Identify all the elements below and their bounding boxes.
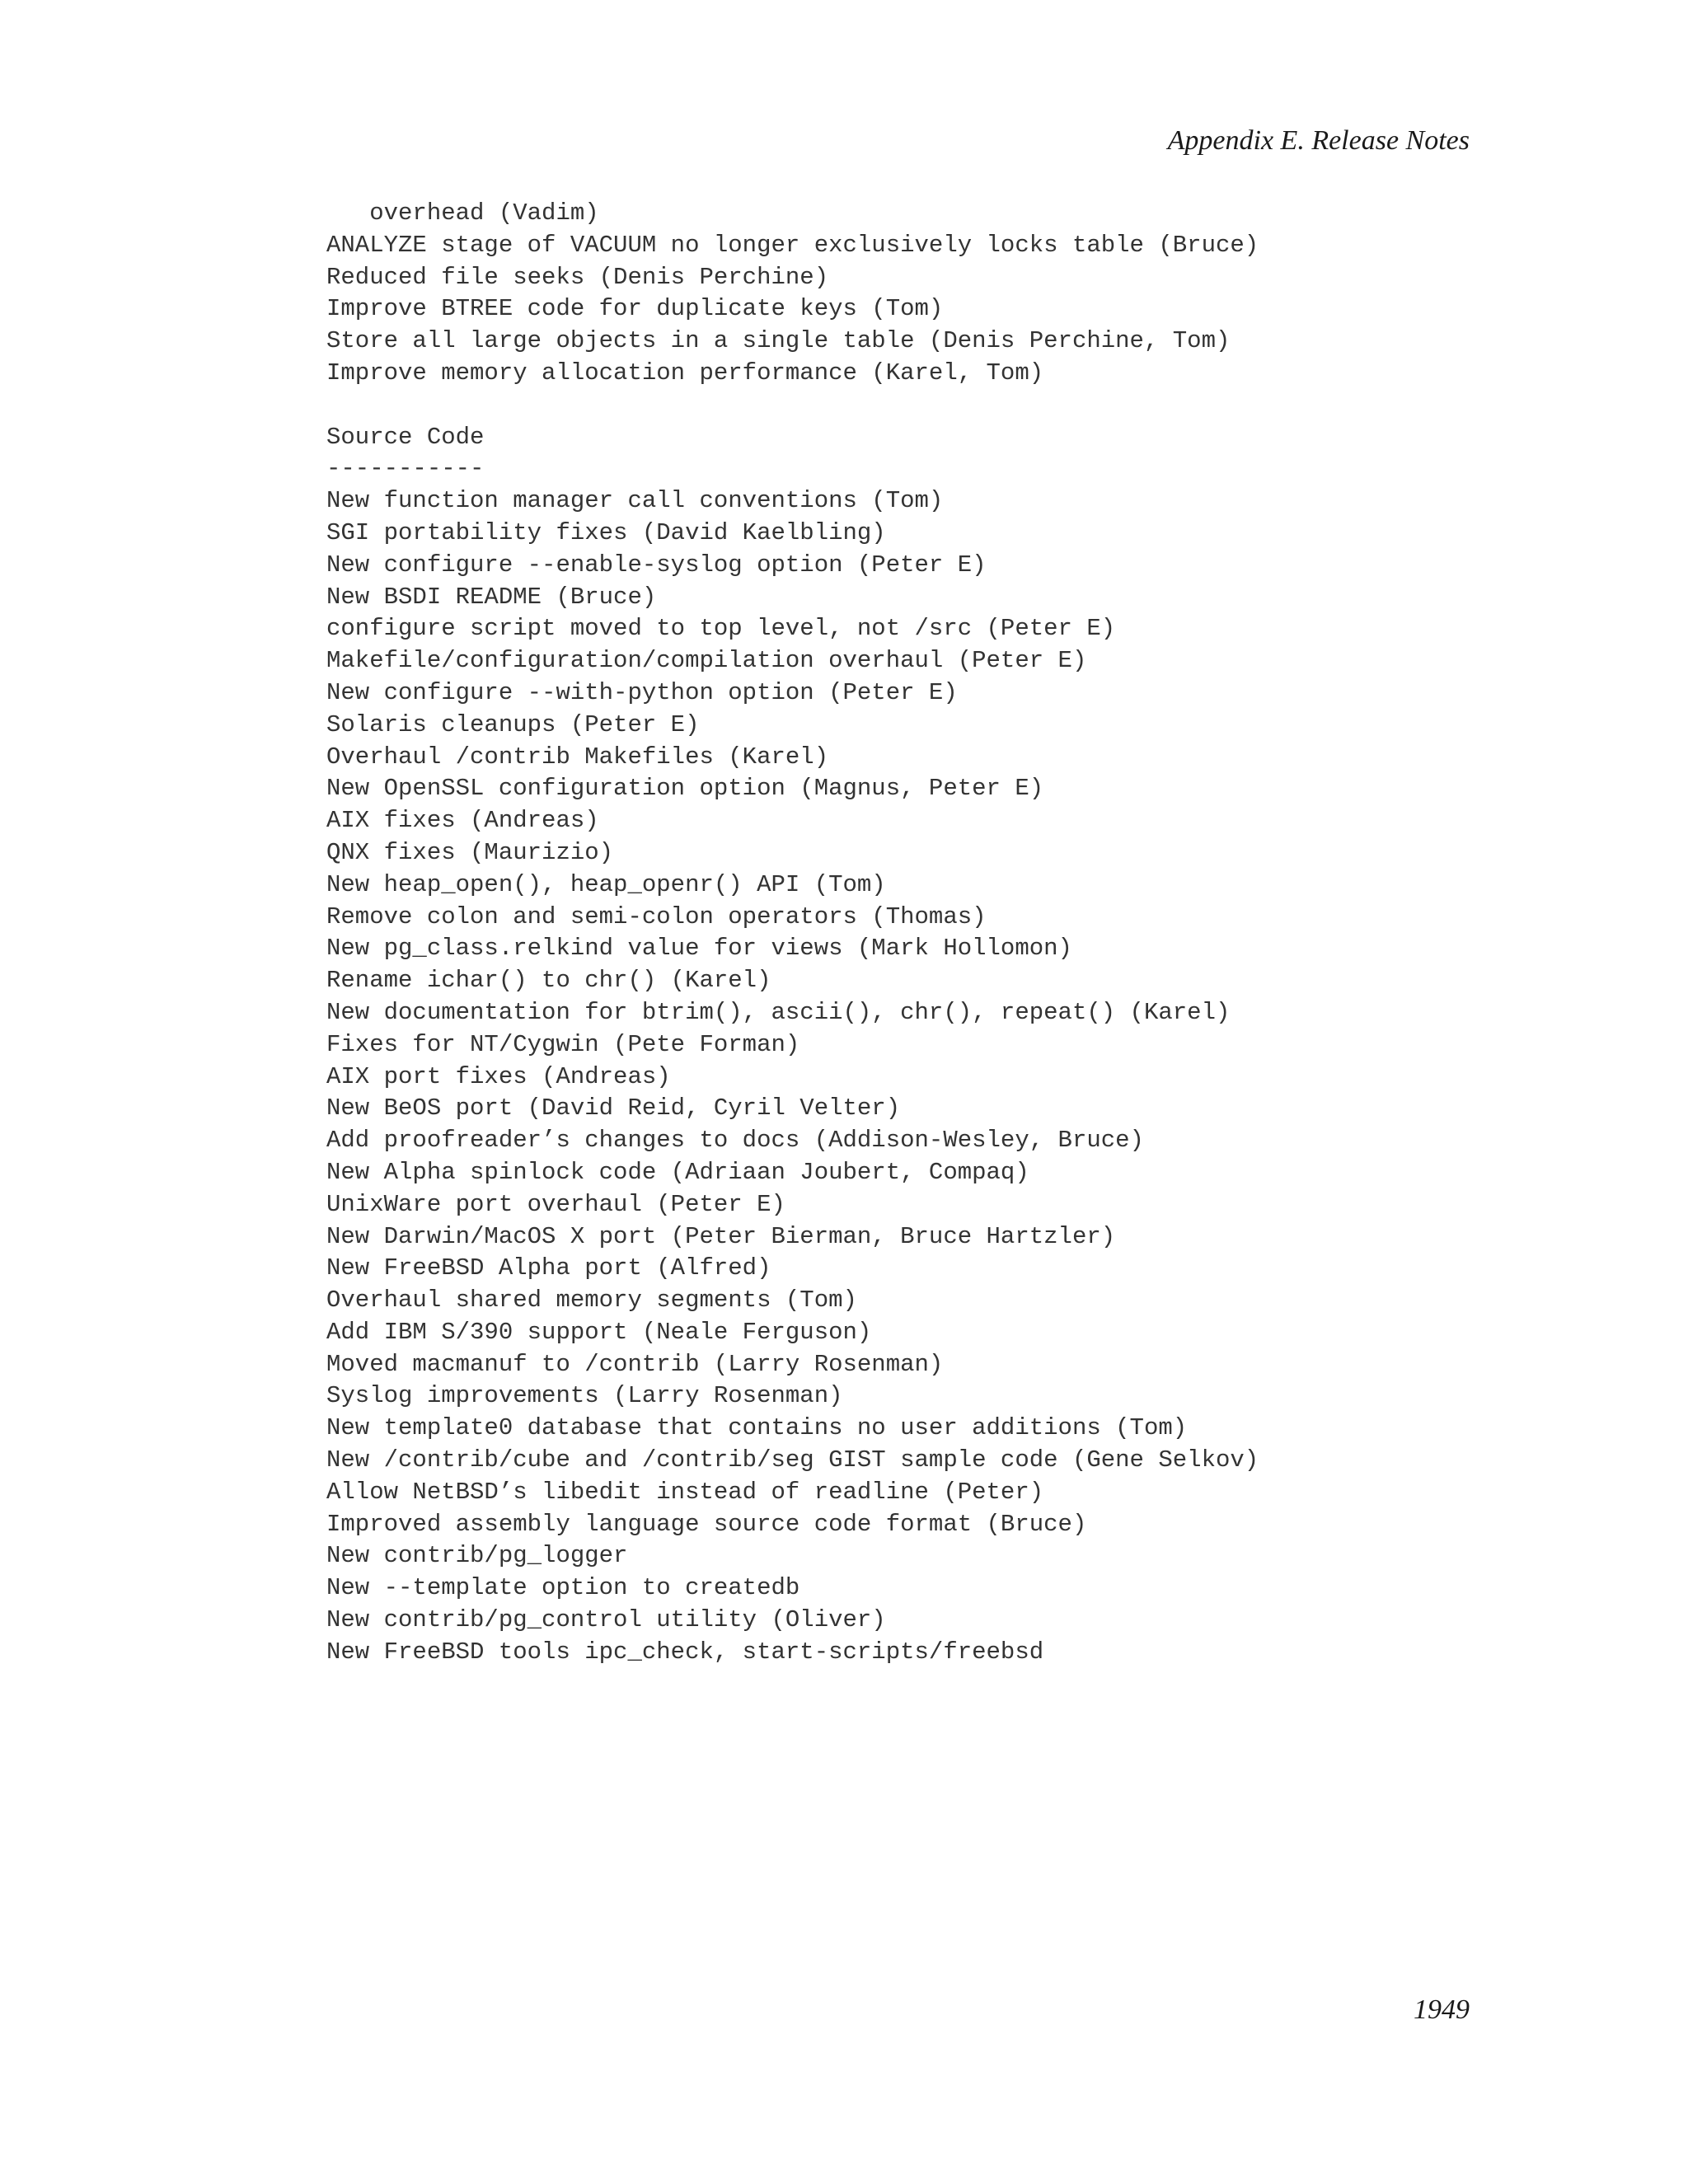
list-item: AIX fixes (Andreas)	[326, 807, 599, 835]
list-item: Solaris cleanups (Peter E)	[326, 710, 700, 738]
page-number: 1949	[1414, 1994, 1470, 2025]
note-line: Reduced file seeks (Denis Perchine)	[326, 263, 829, 291]
list-item: New --template option to createdb	[326, 1574, 800, 1602]
list-item: Overhaul shared memory segments (Tom)	[326, 1286, 857, 1315]
list-item: New Alpha spinlock code (Adriaan Joubert, Compaq)	[326, 1158, 1029, 1186]
list-item: New FreeBSD Alpha port (Alfred)	[326, 1254, 771, 1282]
list-item: New configure --enable-syslog option (Peter E)	[326, 551, 987, 579]
section-underline: -----------	[326, 455, 485, 483]
list-item: Add IBM S/390 support (Neale Ferguson)	[326, 1318, 872, 1346]
list-item: configure script moved to top level, not /src (Peter E)	[326, 615, 1116, 643]
list-item: Moved macmanuf to /contrib (Larry Rosenman)	[326, 1350, 944, 1378]
list-item: Makefile/configuration/compilation overhaul (Peter E)	[326, 647, 1087, 675]
list-item: New template0 database that contains no user additions (Tom)	[326, 1414, 1188, 1442]
source-code-list	[326, 485, 1259, 1668]
note-line: ANALYZE stage of VACUUM no longer exclusively locks table (Bruce)	[326, 231, 1259, 259]
list-item: Improved assembly language source code format (Bruce)	[326, 1510, 1087, 1538]
list-item: New heap_open(), heap_openr() API (Tom)	[326, 870, 886, 898]
section-heading: Source Code	[326, 423, 485, 451]
page-header: Appendix E. Release Notes	[1167, 125, 1470, 156]
list-item: New /contrib/cube and /contrib/seg GIST sample code (Gene Selkov)	[326, 1446, 1259, 1474]
list-item: New function manager call conventions (Tom)	[326, 487, 944, 515]
note-line: overhead (Vadim)	[326, 199, 599, 227]
list-item: Fixes for NT/Cygwin (Pete Forman)	[326, 1030, 800, 1058]
list-item: New OpenSSL configuration option (Magnus, Peter E)	[326, 775, 1044, 803]
release-notes-body	[326, 198, 1259, 1669]
list-item: Remove colon and semi-colon operators (Thomas)	[326, 902, 987, 930]
list-item: Rename ichar() to chr() (Karel)	[326, 967, 771, 995]
list-item: New documentation for btrim(), ascii(), chr(), repeat() (Karel)	[326, 998, 1231, 1026]
list-item: Syslog improvements (Larry Rosenman)	[326, 1382, 843, 1410]
list-item: QNX fixes (Maurizio)	[326, 838, 614, 866]
list-item: New configure --with-python option (Peter E)	[326, 678, 958, 706]
list-item: AIX port fixes (Andreas)	[326, 1062, 671, 1090]
list-item: Overhaul /contrib Makefiles (Karel)	[326, 743, 829, 771]
list-item: Add proofreader’s changes to docs (Addison-Wesley, Bruce)	[326, 1127, 1144, 1155]
blank-line	[326, 390, 1259, 422]
list-item: New Darwin/MacOS X port (Peter Bierman, Bruce Hartzler)	[326, 1222, 1116, 1250]
note-line: Improve BTREE code for duplicate keys (Tom)	[326, 295, 944, 323]
list-item: New BSDI README (Bruce)	[326, 583, 657, 611]
note-line: Store all large objects in a single table (Denis Perchine, Tom)	[326, 327, 1231, 355]
list-item: New pg_class.relkind value for views (Mark Hollomon)	[326, 935, 1072, 963]
list-item: New BeOS port (David Reid, Cyril Velter)	[326, 1094, 901, 1122]
note-line: Improve memory allocation performance (Karel, Tom)	[326, 359, 1044, 387]
list-item: New FreeBSD tools ipc_check, start-scripts/freebsd	[326, 1638, 1044, 1666]
list-item: New contrib/pg_logger	[326, 1542, 628, 1570]
list-item: New contrib/pg_control utility (Oliver)	[326, 1606, 886, 1634]
list-item: UnixWare port overhaul (Peter E)	[326, 1190, 785, 1218]
list-item: Allow NetBSD’s libedit instead of readline (Peter)	[326, 1478, 1044, 1506]
list-item: SGI portability fixes (David Kaelbling)	[326, 518, 886, 546]
